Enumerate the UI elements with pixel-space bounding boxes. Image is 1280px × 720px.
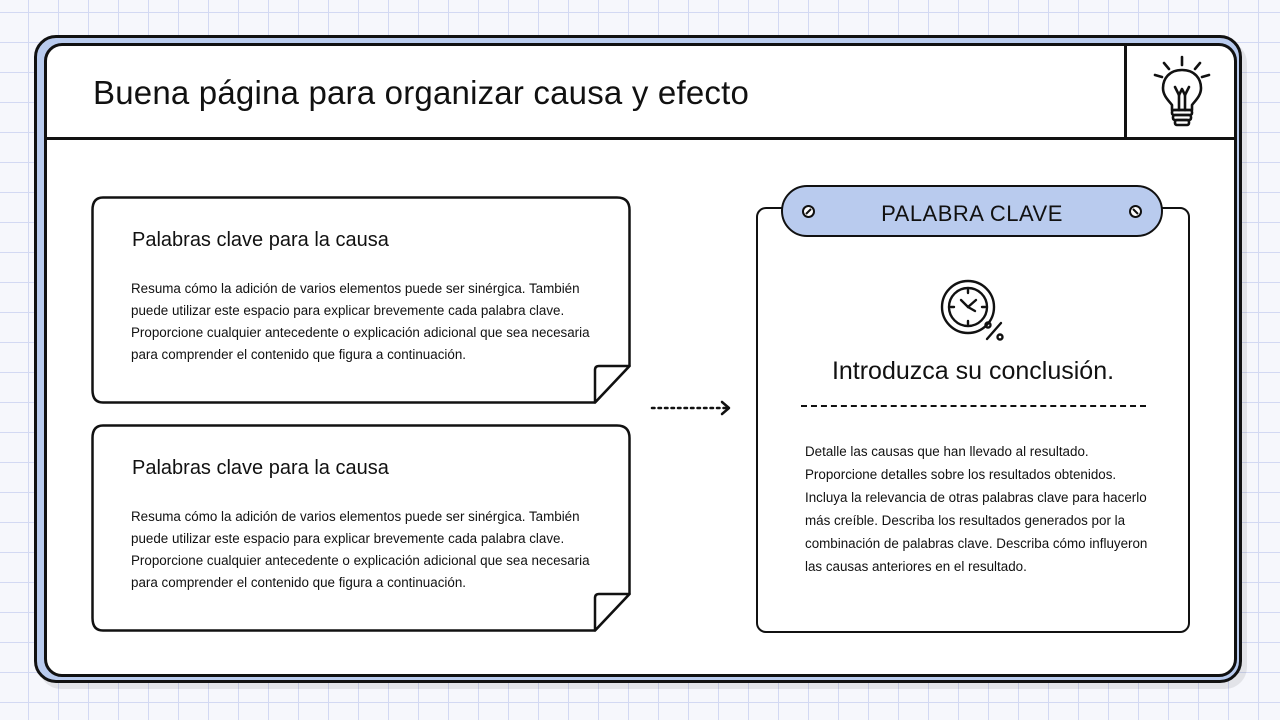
cause-card bbox=[91, 196, 631, 406]
conclusion-body: Detalle las causas que han llevado al resultado. Proporcione detalles sobre los resultados obtenidos. Incluya la relevancia de otras palabras clave para hacerlo más creíble. Describa los resultados generados por la combinación de palabras clave. Describa cómo influyeron las causas anteriores en el resultado. bbox=[805, 444, 1148, 574]
clock-percent-icon bbox=[939, 278, 1007, 344]
page-title: Buena página para organizar causa y efecto bbox=[93, 74, 750, 111]
keyword-label: PALABRA CLAVE bbox=[881, 201, 1063, 226]
header-bar bbox=[47, 46, 1234, 140]
conclusion-card bbox=[756, 185, 1190, 633]
card-body: Resuma cómo la adición de varios elementos puede ser sinérgica. También puede utilizar este espacio para explicar brevemente cada palabra clave. Proporcione cualquier antecedente o explicación adicional que sea necesaria para comprender el contenido que figura a continuación. bbox=[131, 509, 590, 590]
header-icon-cell bbox=[1124, 46, 1234, 137]
conclusion-title: Introduzca su conclusión. bbox=[831, 357, 1115, 385]
dotted-arrow-icon bbox=[650, 400, 734, 416]
card-heading: Palabras clave para la causa bbox=[132, 229, 389, 251]
keyword-pill bbox=[781, 185, 1163, 237]
card-body: Resuma cómo la adición de varios elementos puede ser sinérgica. También puede utilizar este espacio para explicar brevemente cada palabra clave. Proporcione cualquier antecedente o explicación adicional que sea necesaria para comprender el contenido que figura a continuación. bbox=[131, 281, 590, 362]
lightbulb-icon bbox=[1152, 54, 1212, 130]
pin-icon bbox=[1128, 204, 1143, 219]
dashed-divider bbox=[801, 405, 1146, 407]
cause-card bbox=[91, 424, 631, 634]
card-heading: Palabras clave para la causa bbox=[132, 457, 389, 479]
